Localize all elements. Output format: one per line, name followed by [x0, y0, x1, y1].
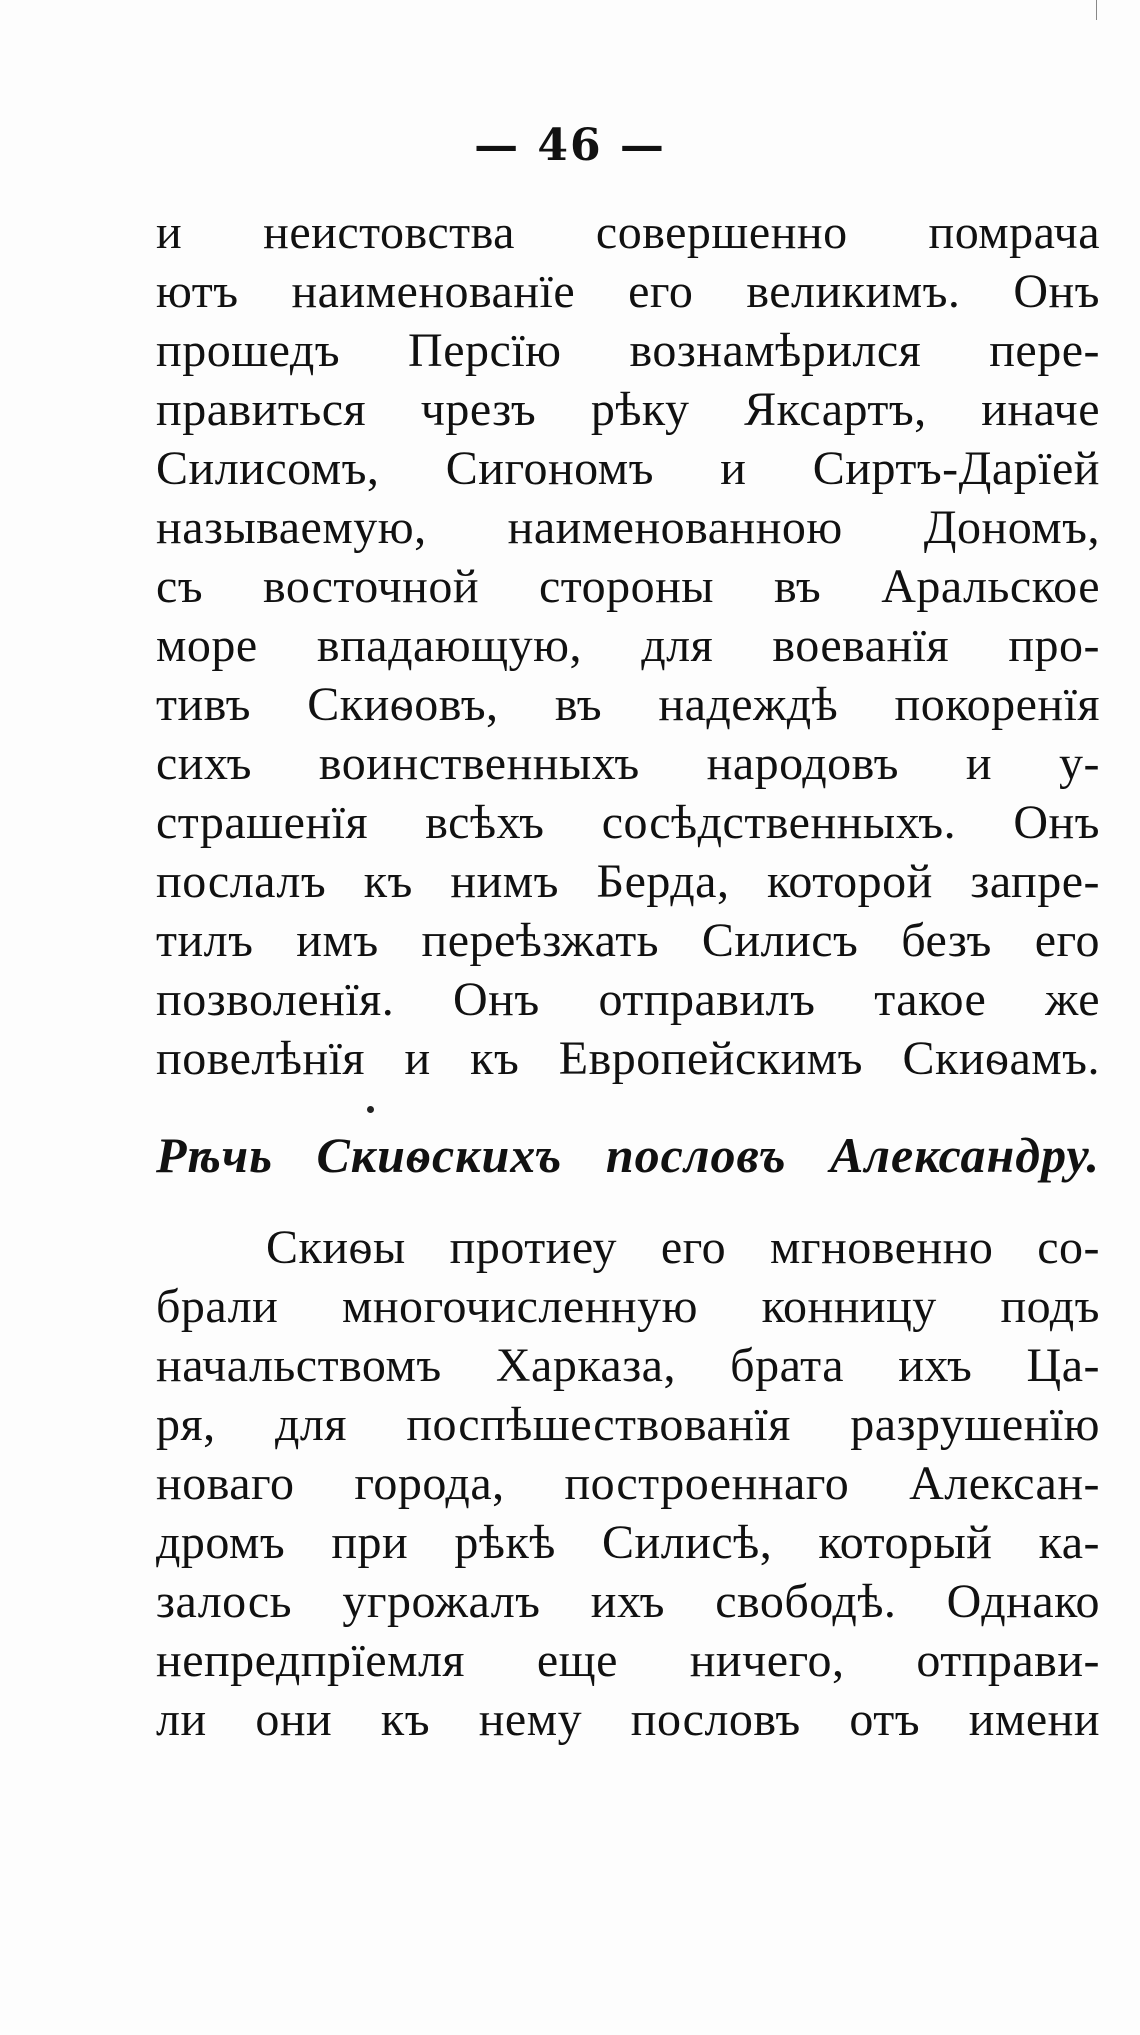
- text-line: сихъ воинственныхъ народовъ и у-: [156, 737, 1100, 790]
- text-line: послалъ къ нимъ Берда, которой запре-: [156, 855, 1100, 908]
- text-line: повелѣнїя и къ Европейскимъ Скиѳамъ.: [156, 1032, 1100, 1085]
- text-line: и неистовства совершенно помрача: [156, 206, 1100, 259]
- text-line: новаго города, построеннаго Алексан-: [156, 1457, 1100, 1510]
- text-line: правиться чрезъ рѣку Яксартъ, иначе: [156, 383, 1100, 436]
- text-line: тивъ Скиѳовъ, въ надеждѣ покоренїя: [156, 678, 1100, 731]
- text-line: ря, для поспѣшествованїя разрушенїю: [156, 1398, 1100, 1451]
- text-line: называемую, наименованною Дономъ,: [156, 501, 1100, 554]
- text-line: непредпрїемля еще ничего, отправи-: [156, 1634, 1100, 1687]
- text-line: съ восточной стороны въ Аральское: [156, 560, 1100, 613]
- paragraph-2: [156, 1218, 1100, 1749]
- section-heading: Рѣчь Скиѳскихъ пословъ Александру.: [156, 1127, 1100, 1183]
- text-line: залось угрожалъ ихъ свободѣ. Однако: [156, 1575, 1100, 1628]
- text-line: страшенїя всѣхъ сосѣдственныхъ. Онъ: [156, 796, 1100, 849]
- text-line: начальствомъ Харказа, брата ихъ Ца-: [156, 1339, 1100, 1392]
- page-number: — 46 —: [474, 120, 666, 171]
- text-line: ли они къ нему пословъ отъ имени: [156, 1693, 1100, 1746]
- text-line: Скиѳы протиеу его мгновенно со-: [266, 1221, 1100, 1274]
- text-line: брали многочисленную конницу подъ: [156, 1280, 1100, 1333]
- ink-speck: [367, 1106, 374, 1113]
- text-line: тилъ имъ переѣзжать Силисъ безъ его: [156, 914, 1100, 967]
- text-line: Силисомъ, Сигономъ и Сиртъ-Дарїей: [156, 442, 1100, 495]
- text-line: дромъ при рѣкѣ Силисѣ, который ка-: [156, 1516, 1100, 1569]
- text-line: ютъ наименованїе его великимъ. Онъ: [156, 265, 1100, 318]
- text-line: прошедъ Персїю вознамѣрился пере-: [156, 324, 1100, 377]
- page-edge-mark: [1096, 0, 1097, 20]
- text-line: позволенїя. Онъ отправилъ такое же: [156, 973, 1100, 1026]
- paragraph-1: [156, 203, 1100, 1088]
- text-line: море впадающую, для воеванїя про-: [156, 619, 1100, 672]
